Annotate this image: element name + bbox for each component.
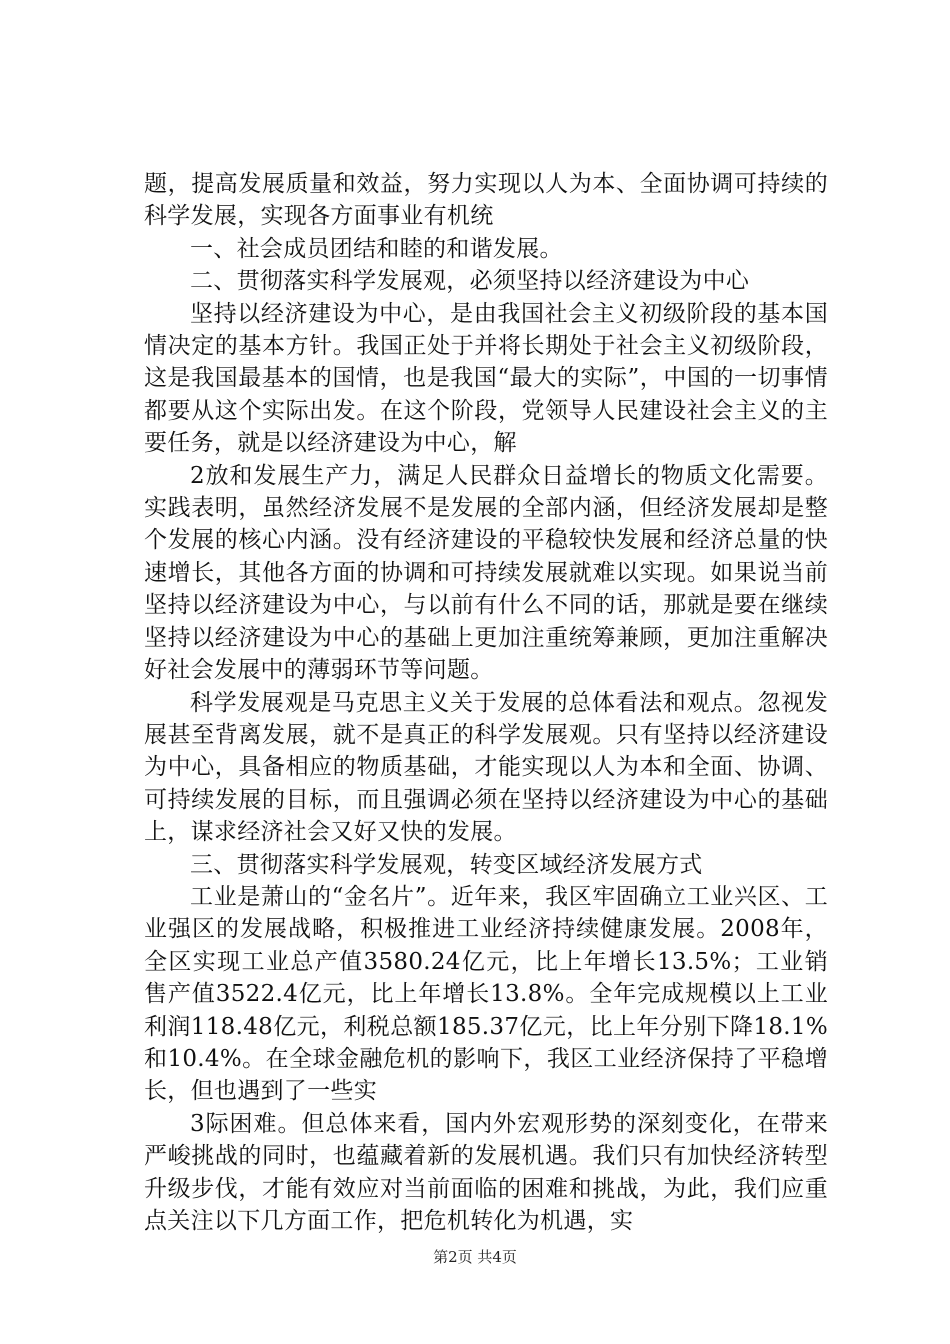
- paragraph: 题，提高发展质量和效益，努力实现以人为本、全面协调可持续的科学发展，实现各方面事业有机统: [144, 171, 828, 230]
- paragraph: 坚持以经济建设为中心，是由我国社会主义初级阶段的基本国情决定的基本方针。我国正处于并将长期处于社会主义初级阶段，这是我国最基本的国情，也是我国“最大的实际”，中国的一切事情都要从这个实际出发。在这个阶段，党领导人民建设社会主义的主要任务，就是以经济建设为中心，解: [144, 300, 828, 457]
- paragraph: 3际困难。但总体来看，国内外宏观形势的深刻变化，在带来严峻挑战的同时，也蕴藏着新的发展机遇。我们只有加快经济转型升级步伐，才能有效应对当前面临的困难和挑战，为此，我们应重点关注以下几方面工作，把危机转化为机遇，实: [144, 1110, 828, 1234]
- page-number-footer: 第2页 共4页: [433, 1248, 517, 1266]
- paragraph: 科学发展观是马克思主义关于发展的总体看法和观点。忽视发展甚至背离发展，就不是真正的科学发展观。只有坚持以经济建设为中心，具备相应的物质基础，才能实现以人为本和全面、协调、可持续发展的目标，而且强调必须在坚持以经济建设为中心的基础上，谋求经济社会又好又快的发展。: [144, 689, 828, 846]
- section-heading: 三、贯彻落实科学发展观，转变区域经济发展方式: [190, 851, 703, 878]
- paragraph: 一、社会成员团结和睦的和谐发展。: [190, 235, 563, 262]
- paragraph: 工业是萧山的“金名片”。近年来，我区牢固确立工业兴区、工业强区的发展战略，积极推进工业经济持续健康发展。2008年，全区实现工业总产值3580.24亿元，比上年增长13.5%；工业销售产值3522.4亿元，比上年增长13.8%。全年完成规模以上工业利润118.48亿元，利税总额185.37亿元，比上年分别下降18.1%和10.4%。在全球金融危机的影响下，我区工业经济保持了平稳增长，但也遇到了一些实: [144, 883, 828, 1105]
- section-heading: 二、贯彻落实科学发展观，必须坚持以经济建设为中心: [190, 268, 750, 295]
- paragraph: 2放和发展生产力，满足人民群众日益增长的物质文化需要。实践表明，虽然经济发展不是发展的全部内涵，但经济发展却是整个发展的核心内涵。没有经济建设的平稳较快发展和经济总量的快速增长，其他各方面的协调和可持续发展就难以实现。如果说当前坚持以经济建设为中心，与以前有什么不同的话，那就是要在继续坚持以经济建设为中心的基础上更加注重统筹兼顾，更加注重解决好社会发展中的薄弱环节等问题。: [144, 462, 828, 684]
- document-body: [144, 168, 828, 1237]
